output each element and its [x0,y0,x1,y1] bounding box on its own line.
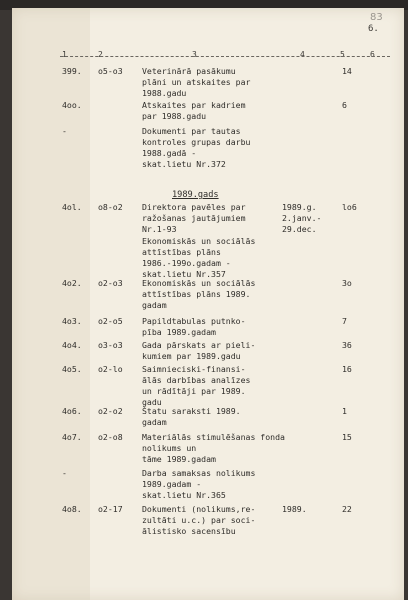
row-number: 4o3. [62,316,82,326]
row-title: Saimnieciski-finansi- ālās darbības analīzes un rādītāji par 1989. gadu [142,364,251,407]
row-pages: 14 [342,66,352,76]
row-number: - [62,468,67,478]
row-title: Ekonomiskās un sociālās attīstības plāns 1986.-199o.gadam - skat.lietu Nr.357 [142,236,256,279]
column-header-3: 3 [192,50,197,59]
row-title: Ekonomiskās un sociālās attīstības plāns 1989. gadam [142,278,256,310]
row-title: Dokumenti par tautas kontroles grupas darbu 1988.gadā - skat.lietu Nr.372 [142,126,251,169]
row-pages: 22 [342,504,352,514]
row-index: o2-o8 [98,432,123,442]
row-index: o2-o2 [98,406,123,416]
row-index: o2-o3 [98,278,123,288]
row-number: - [62,126,67,136]
column-header-1: 1 [62,50,67,59]
row-index: o3-o3 [98,340,123,350]
row-title: Veterinārā pasākumu plāni un atskaites par 1988.gadu [142,66,251,98]
row-pages: 7 [342,316,347,326]
row-index: o2-lo [98,364,123,374]
row-pages: 6 [342,100,347,110]
row-title: Direktora pavēles par ražošanas jautājumiem Nr.1-93 [142,202,246,234]
row-dates: 1989. [282,504,307,514]
column-header-2: 2 [98,50,103,59]
archive-stamp-number: 83 [370,12,383,23]
row-index: o5-o3 [98,66,123,76]
column-header-6: 6 [370,50,375,59]
row-index: o8-o2 [98,202,123,212]
row-index: o2-o5 [98,316,123,326]
sheet-number: 6. [368,24,379,34]
row-index: o2-17 [98,504,123,514]
row-pages: 16 [342,364,352,374]
row-title: Štatu saraksti 1989. gadam [142,406,241,427]
row-number: 4o6. [62,406,82,416]
row-title: Dokumenti (nolikums,re- zultāti u.c.) par soci- ālistisko sacensību [142,504,256,536]
row-pages: 36 [342,340,352,350]
document-page [12,8,404,600]
row-dates: 1989.g. 2.janv.- 29.dec. [282,202,322,234]
row-number: 4ol. [62,202,82,212]
row-title: Papildtabulas putnko- pība 1989.gadam [142,316,246,337]
column-header-5: 5 [340,50,345,59]
row-number: 4o2. [62,278,82,288]
row-title: Darba samaksas nolikums 1989.gadam - skat.lietu Nr.365 [142,468,256,500]
column-header-4: 4 [300,50,305,59]
row-title: Atskaites par kadriem par 1988.gadu [142,100,246,121]
row-title: Materiālās stimulēšanas fonda nolikums un tāme 1989.gadam [142,432,285,464]
row-number: 4o5. [62,364,82,374]
row-number: 4o8. [62,504,82,514]
row-number: 4o7. [62,432,82,442]
year-section-title: 1989.gads [172,190,219,200]
row-title: Gada pārskats ar pieli- kumiem par 1989.gadu [142,340,256,361]
row-pages: lo6 [342,202,357,212]
row-number: 4o4. [62,340,82,350]
row-pages: 1 [342,406,347,416]
row-number: 4oo. [62,100,82,110]
row-pages: 3o [342,278,352,288]
row-pages: 15 [342,432,352,442]
header-divider [60,56,390,57]
row-number: 399. [62,66,82,76]
